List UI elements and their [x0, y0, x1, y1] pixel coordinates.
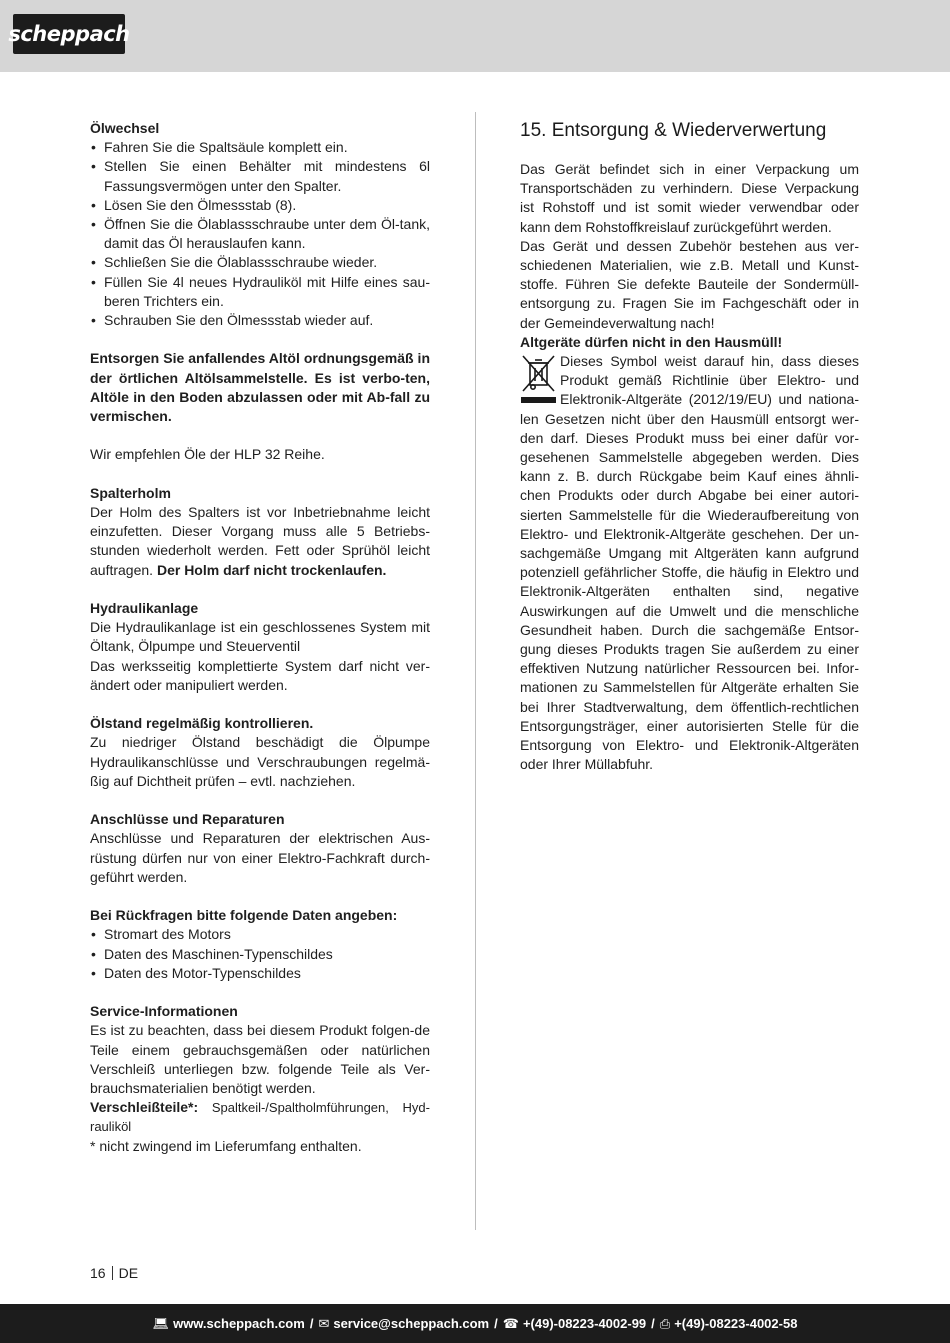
spalterholm-section — [90, 484, 430, 580]
list-item: • Lösen Sie den Ölmessstab (8). — [90, 196, 430, 215]
list-item: • Füllen Sie 4l neues Hydrauliköl mit Hilfe eines sau-beren Trichters ein. — [90, 273, 430, 311]
altoel-warning-section — [90, 349, 430, 426]
oelstand-heading: Ölstand regelmäßig kontrollieren. — [90, 715, 314, 732]
oel-recommendation: Wir empfehlen Öle der HLP 32 Reihe. — [90, 446, 325, 463]
right-column — [520, 119, 859, 775]
anschluesse-section — [90, 810, 430, 887]
list-item: • Daten des Motor-Typenschildes — [90, 964, 430, 983]
service-heading: Service-Informationen — [90, 1003, 238, 1020]
anschluesse-text: Anschlüsse und Reparaturen der elektrischen Aus-rüstung dürfen nur von einer Elektro-Fachkraft durch-geführt werden. — [90, 830, 430, 885]
footer-fax: +(49)-08223-4002-58 — [674, 1316, 798, 1331]
rueckfragen-heading: Bei Rückfragen bitte folgende Daten angeben: — [90, 907, 398, 924]
spalterholm-text: Der Holm des Spalters ist vor Inbetriebnahme leicht einzufetten. Dieser Vorgang muss alle 5 Betriebs-stunden wiederholt werden. Fett oder Sprühöl leicht auftragen. — [90, 504, 430, 578]
logo-text: scheppach — [8, 22, 130, 46]
oelwechsel-section — [90, 119, 430, 330]
list-item: • Schrauben Sie den Ölmessstab wieder auf. — [90, 311, 430, 330]
page-footer — [0, 1304, 950, 1343]
crossed-out-wheelie-bin-icon — [520, 353, 557, 407]
materials-paragraph: Das Gerät und dessen Zubehör bestehen aus ver-schiedenen Materialien, wie z.B. Metall und Kunst-stoffe. Führen Sie defekte Bauteile der Sondermüll-entsorgung zu. Fragen Sie im Fachgeschäft oder in der Gemeindeverwaltung nach! — [520, 237, 859, 331]
section-title — [520, 119, 859, 143]
list-item: • Stellen Sie einen Behälter mit mindestens 6l Fassungsvermögen unter den Spalter. — [90, 157, 430, 195]
section-title-text: Entsorgung & Wiederverwertung — [551, 120, 827, 141]
oelstand-section — [90, 714, 430, 791]
footer-email: service@scheppach.com — [333, 1316, 490, 1331]
rueckfragen-section — [90, 906, 430, 983]
wear-parts-text: Spaltkeil-/Spaltholmführungen, Hyd-rauliköl — [90, 1100, 430, 1135]
page-language: DE — [118, 1265, 139, 1281]
weee-text: Dieses Symbol weist darauf hin, dass dieses Produkt gemäß Richtlinie über Elektro- und Elektronik-Altgeräte (2012/19/EU) und nationa-len Gesetzen nicht über den Hausmüll entsorgt wer-den darf. Dieses Produkt muss bei einer dafür vor-gesehenen Sammelstelle abgegeben werden. Dies kann z. B. durch Rückgabe beim Kauf eines ähnli-chen Produkts oder durch Abgabe bei einer autori-sierten Sammelstelle für die Wiederaufbereitung von Elektro- und Elektronik-Altgeräte geschehen. Der un-sachgemäße Umgang mit Altgeräten kann aufgrund potenziell gefährlicher Stoffe, die häufig in Elektro und Elektronik-Altgeräten enthalten sind, negative Auswirkungen auf die Umwelt und die menschliche Gesundheit haben. Durch die sachgemäße Entsor-gung dieses Produkts tragen Sie außerdem zu einer effektiven Nutzung natürlicher Ressourcen bei. Infor-mationen zu Sammelstellen für Altgeräte erhalten Sie bei Ihrer Stadtverwaltung, dem öffentlich-rechtlichen Entsorgungsträger, einer autorisierten Stelle für die Entsorgung von Elektro- und Elektronik-Altgeräten oder Ihrer Müllabfuhr. — [520, 353, 859, 773]
footer-separator: / — [309, 1316, 314, 1331]
footer-phone: +(49)-08223-4002-99 — [522, 1316, 647, 1331]
list-item: • Stromart des Motors — [90, 925, 430, 944]
page-number — [90, 1265, 138, 1281]
hydraulikanlage-line1: Die Hydraulikanlage ist ein geschlossenes System mit Öltank, Ölpumpe und Steuerventil — [90, 619, 430, 655]
footer-website: www.scheppach.com — [173, 1316, 305, 1331]
wear-parts-label: Verschleißteile*: — [90, 1099, 199, 1116]
left-column — [90, 119, 430, 1156]
packaging-paragraph: Das Gerät befindet sich in einer Verpackung um Transportschäden zu verhindern. Diese Verpackung ist Rohstoff und ist somit wieder verwendbar oder kann dem Rohstoffkreislauf zurückgeführt werden. — [520, 161, 859, 235]
wear-parts-paragraph — [90, 1098, 430, 1136]
hydraulikanlage-section — [90, 599, 430, 695]
page-number-value: 16 — [90, 1265, 106, 1281]
list-item: • Öffnen Sie die Ölablassschraube unter dem Öl-tank, damit das Öl herauslaufen kann. — [90, 215, 430, 253]
rueckfragen-list — [90, 925, 430, 983]
page-header — [0, 0, 950, 72]
weee-block — [520, 352, 859, 774]
service-footnote: * nicht zwingend im Lieferumfang enthalten. — [90, 1137, 362, 1154]
column-divider — [475, 112, 476, 1230]
section-number: 15. — [520, 120, 547, 141]
oelwechsel-list — [90, 138, 430, 330]
phone-icon: ☎ — [502, 1315, 519, 1331]
service-text: Es ist zu beachten, dass bei diesem Produkt folgen-de Teile einem gebrauchsgemäßen oder natürlichen Verschleiß unterliegen bzw. folgende Teile als Ver-brauchsmaterialien benötigt werden. — [90, 1022, 430, 1097]
list-item: • Daten des Maschinen-Typenschildes — [90, 945, 430, 964]
email-icon: ✉ — [318, 1315, 330, 1331]
footer-separator: / — [494, 1316, 498, 1331]
oel-recommendation-section — [90, 445, 430, 464]
service-section — [90, 1002, 430, 1156]
hydraulikanlage-line2: Das werksseitig komplettierte System darf nicht ver-ändert oder manipuliert werden. — [90, 657, 430, 693]
spalterholm-bold-text: Der Holm darf nicht trockenlaufen. — [156, 561, 387, 578]
spalterholm-paragraph — [90, 503, 430, 580]
anschluesse-heading: Anschlüsse und Reparaturen — [90, 811, 285, 828]
hydraulikanlage-heading: Hydraulikanlage — [90, 600, 199, 617]
altoel-warning: Entsorgen Sie anfallendes Altöl ordnungsgemäß in der örtlichen Altölsammelstelle. Es ist verbo-ten, Altöle in den Boden abzulassen oder mit Ab-fall zu vermischen. — [90, 350, 430, 425]
weee-heading: Altgeräte dürfen nicht in den Hausmüll! — [520, 333, 783, 350]
computer-icon: 💻︎ — [152, 1315, 170, 1331]
list-item: • Schließen Sie die Ölablassschraube wieder. — [90, 253, 430, 272]
oelwechsel-heading: Ölwechsel — [90, 120, 160, 136]
spalterholm-heading: Spalterholm — [90, 484, 171, 501]
list-item: • Fahren Sie die Spaltsäule komplett ein. — [90, 138, 430, 157]
footer-separator: / — [651, 1316, 655, 1331]
page-number-divider — [112, 1266, 113, 1280]
scheppach-logo — [8, 14, 130, 54]
oelstand-text: Zu niedriger Ölstand beschädigt die Ölpumpe Hydraulikanschlüsse und Verschraubungen regelmä-ßig auf Dichtheit prüfen – evtl. nachziehen. — [90, 734, 430, 789]
fax-icon: ⎙ — [659, 1315, 671, 1331]
